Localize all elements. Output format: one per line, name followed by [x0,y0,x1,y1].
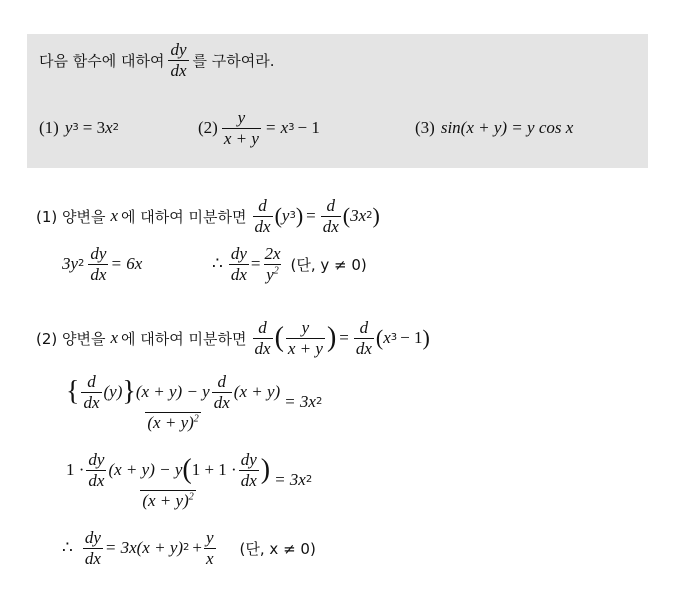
prompt-after: 를 구하여라. [192,51,275,70]
solution-2-intro: (2) 양변을 x 에 대하여 미분하면 $\frac{d}{dx}$ ( $\frac{y}{x + y}$ ) = $\frac{d}{dx}$ ( x 3 − 1 ) [36,318,430,358]
solution-2-step-2: 1 · $\frac{dy}{dx}$ (x + y) − y ( 1 + 1 · $\frac{dy}{dx}$ ) $(x + y)^2$ = 3x 2 [66,450,313,511]
problem-item-2: (2) $\frac{y}{x + y}$ = x 3 − 1 [198,108,320,148]
solution-1-intro: (1) 양변을 x 에 대하여 미분하면 $\frac{d}{dx}$ ( y 3 ) = $\frac{d}{dx}$ ( 3x 2 ) [36,196,380,236]
prompt-before: 다음 함수에 대하여 [39,51,165,70]
problem-item-1: (1) y 3 = 3 x 2 [39,118,120,137]
solution-1-result: ∴ $\frac{dy}{dx}$ = $\frac{2x}{y^2}$ (단, y ≠ 0) [212,244,367,284]
solution-1-step: 3y 2 $\frac{dy}{dx}$ = 6x [62,244,143,284]
problem-prompt [39,40,275,80]
dy-dx-fraction: $\frac{dy}{dx}$ [170,40,187,80]
solution-2-step-1: { $\frac{d}{dx}$ (y) } (x + y) − y $\frac{d}{dx}$ (x + y) $(x + y)^2$ = 3x 2 [66,372,323,433]
problem-item-3: (3) sin(x + y) = y cos x [415,118,574,137]
solution-2-result: ∴ $\frac{dy}{dx}$ = 3x(x + y) 2 + $\frac{y}{x}$ (단, x ≠ 0) [62,528,316,568]
